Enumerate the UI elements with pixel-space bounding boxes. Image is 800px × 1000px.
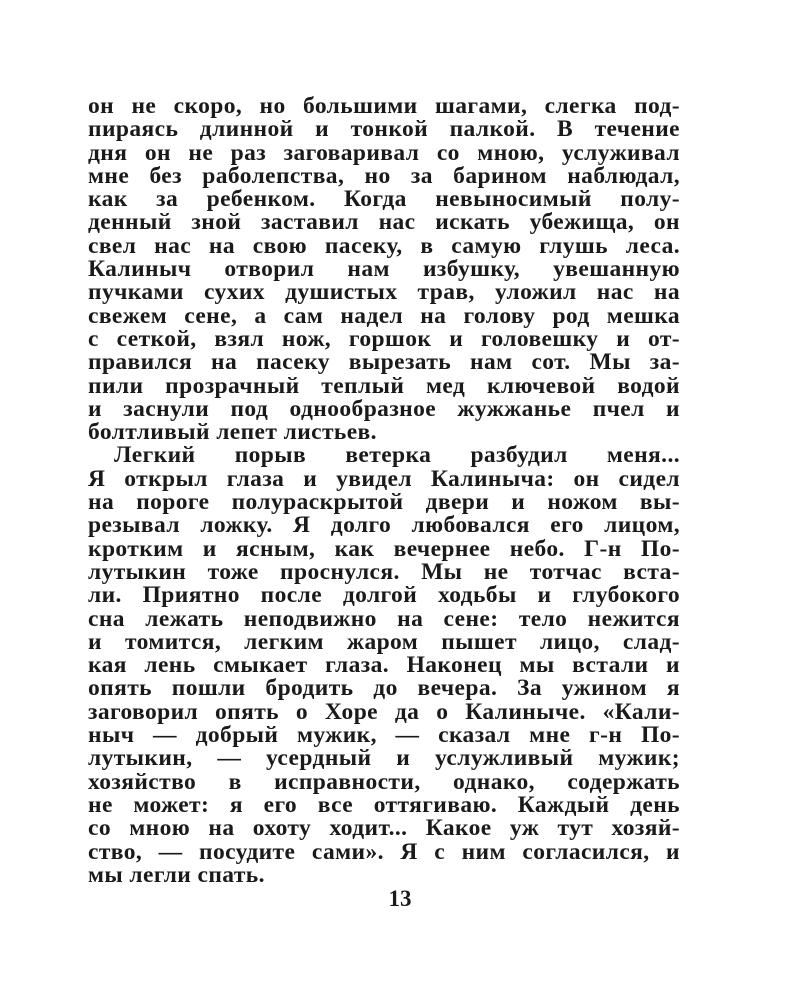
text-line: пили прозрачный теплый мед ключевой водой xyxy=(88,372,680,399)
text-line: он не скоро, но большими шагами, слегка под- xyxy=(88,93,680,119)
text-line: хозяйство в исправности, однако, содержать xyxy=(88,768,680,795)
text-line: ство, — посудите сами». Я с ним согласился, и xyxy=(88,838,680,865)
page-number: 13 xyxy=(388,886,412,911)
text-line: свел нас на свою пасеку, в самую глушь леса. xyxy=(88,232,680,259)
text-line: опять пошли бродить до вечера. За ужином я xyxy=(88,675,680,702)
text-line: лутыкин, — усердный и услужливый мужик; xyxy=(88,745,680,772)
text-line: ныч — добрый мужик, — сказал мне г-н По- xyxy=(88,722,680,749)
text-line: свежем сене, а сам надел на голову род мешка xyxy=(88,302,680,329)
text-line: дня он не раз заговаривал со мною, услуживал xyxy=(88,139,680,166)
text-line: кая лень смыкает глаза. Наконец мы встали и xyxy=(88,652,680,679)
text-line: ли. Приятно после долгой ходьбы и глубокого xyxy=(88,582,680,609)
text-line: Калиныч отворил нам избушку, увешанную xyxy=(88,256,680,283)
text-line: как за ребенком. Когда невыносимый полу- xyxy=(88,186,680,213)
text-line: резывал ложку. Я долго любовался его лицом, xyxy=(88,512,680,539)
text-line: заговорил опять о Хоре да о Калиныче. «Кали- xyxy=(88,698,680,725)
text-line: на пороге полураскрытой двери и ножом вы- xyxy=(88,489,680,516)
text-line: пучками сухих душистых трав, уложил нас на xyxy=(88,279,680,306)
text-line: и заснули под однообразное жужжанье пчел и xyxy=(88,395,680,422)
text-line: с сеткой, взял нож, горшок и головешку и от- xyxy=(88,325,680,352)
paragraph-end-line: болтливый лепет листьев. xyxy=(88,419,377,446)
text-line: Я открыл глаза и увидел Калиныча: он сидел xyxy=(88,465,680,492)
text-line: сна лежать неподвижно на сене: тело нежится xyxy=(88,605,680,632)
text-line: мне без раболепства, но за барином наблюдал, xyxy=(88,162,680,189)
text-line: кротким и ясным, как вечернее небо. Г-н По- xyxy=(88,535,680,562)
text-line: пираясь длинной и тонкой палкой. В течение xyxy=(88,116,680,143)
text-line: денный зной заставил нас искать убежища, он xyxy=(88,209,680,236)
text-line: со мною на охоту ходит... Какое уж тут хозяй- xyxy=(88,815,680,842)
text-line: и томится, легким жаром пышет лицо, слад- xyxy=(88,628,680,655)
page-text xyxy=(88,95,680,887)
paragraph-first-line: Легкий порыв ветерка разбудил меня... xyxy=(114,442,680,469)
text-line: правился на пасеку вырезать нам сот. Мы за- xyxy=(88,349,680,376)
text-line: лутыкин тоже проснулся. Мы не тотчас вста- xyxy=(88,558,680,585)
text-line: не может: я его все оттягиваю. Каждый день xyxy=(88,791,680,818)
paragraph-end-line: мы легли спать. xyxy=(88,861,265,888)
